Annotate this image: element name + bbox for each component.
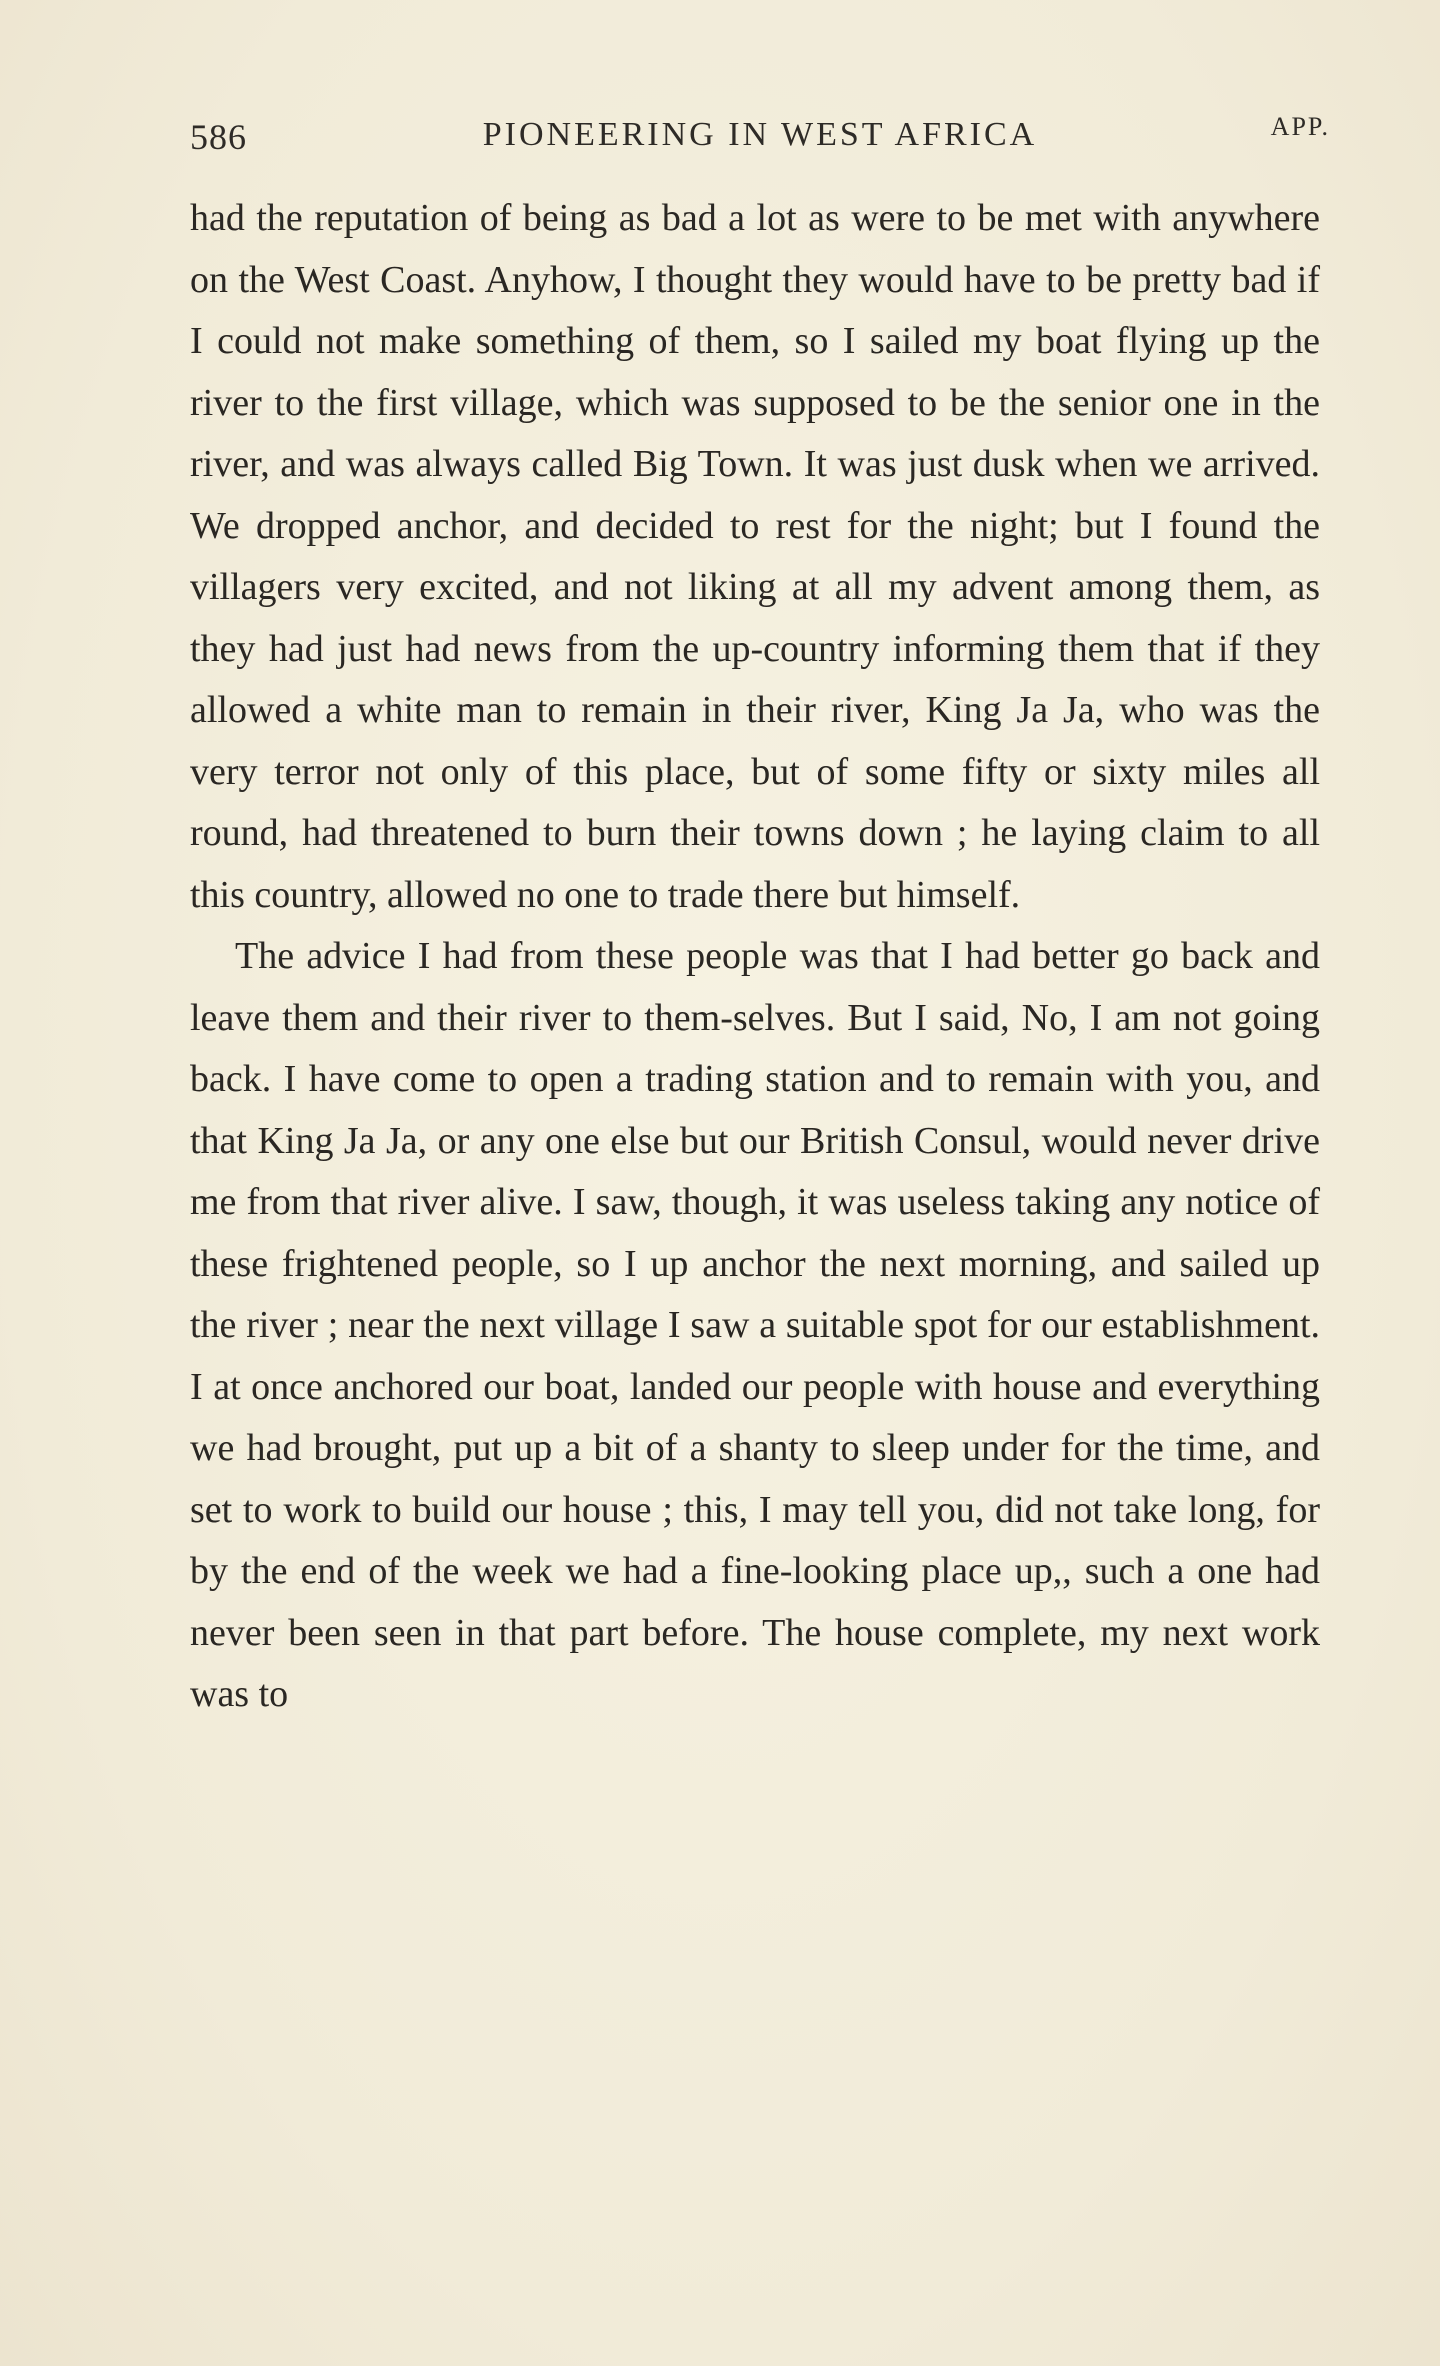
page-header bbox=[190, 110, 1330, 170]
running-title: PIONEERING IN WEST AFRICA bbox=[482, 116, 1038, 153]
body-text bbox=[190, 188, 1320, 1726]
section-mark: APP. bbox=[1270, 112, 1330, 141]
paragraph-continued: had the reputation of being as bad a lot as were to be met with anywhere on the West Coast. Anyhow, I thought they would have to be pretty bad if I could not make something of them, so I sailed my boat flying up the river to the first village, which was supposed to be the senior one in the river, and was always called Big Town. It was just dusk when we arrived. We dropped anchor, and decided to rest for the night; but I found the villagers very excited, and not liking at all my advent among them, as they had just had news from the up-country informing them that if they allowed a white man to remain in their river, King Ja Ja, who was the very terror not only of this place, but of some fifty or sixty miles all round, had threatened to burn their towns down ; he laying claim to all this country, allowed no one to trade there but himself. bbox=[190, 197, 1320, 916]
page-number: 586 bbox=[190, 117, 247, 157]
paragraph: The advice I had from these people was that I had better go back and leave them and their river to them-selves. But I said, No, I am not going back. I have come to open a trading station and to remain with you, and that King Ja Ja, or any one else but our British Consul, would never drive me from that river alive. I saw, though, it was useless taking any notice of these frightened people, so I up anchor the next morning, and sailed up the river ; near the next village I saw a suitable spot for our establishment. I at once anchored our boat, landed our people with house and everything we had brought, put up a bit of a shanty to sleep under for the time, and set to work to build our house ; this, I may tell you, did not take long, for by the end of the week we had a fine-looking place up,, such a one had never been seen in that part before. The house complete, my next work was to bbox=[190, 935, 1320, 1715]
